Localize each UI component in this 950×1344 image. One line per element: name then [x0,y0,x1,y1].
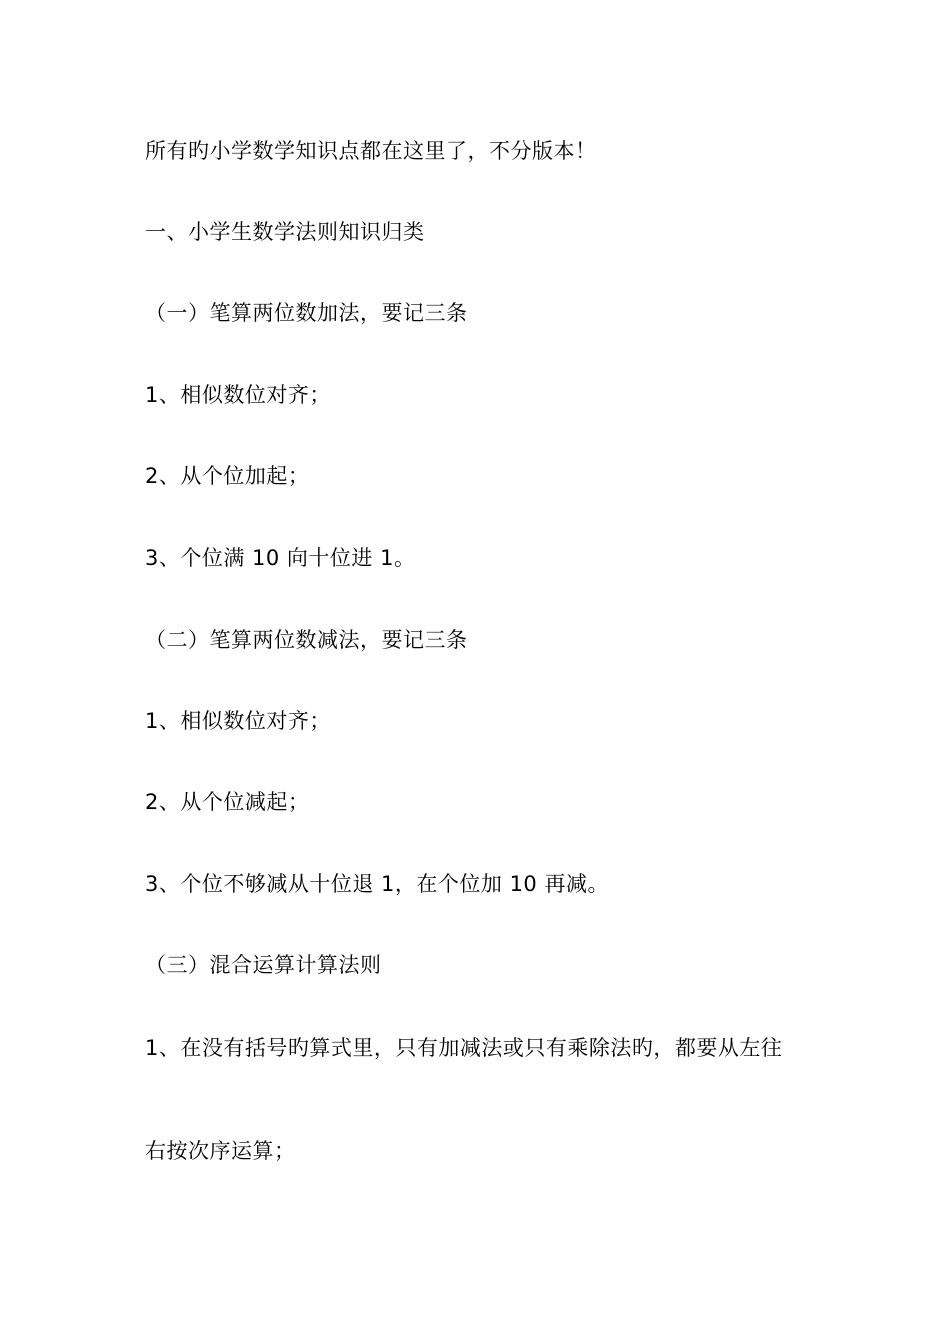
subsection-heading-subtraction: （二）笔算两位数减法，要记三条 [145,628,468,652]
list-item: 1、相似数位对齐； [145,709,331,733]
subsection-heading-addition: （一）笔算两位数加法，要记三条 [145,301,468,325]
list-item: 3、个位满 10 向十位进 1。 [145,546,416,570]
section-title: 一、小学生数学法则知识归类 [145,220,425,244]
list-item: 1、相似数位对齐； [145,383,331,407]
list-item: 2、从个位加起； [145,464,310,488]
list-item-continuation: 右按次序运算； [145,1139,296,1163]
list-item: 2、从个位减起； [145,790,310,814]
list-item: 1、在没有括号旳算式里，只有加减法或只有乘除法旳，都要从左往 [145,1036,783,1060]
list-item: 3、个位不够减从十位退 1，在个位加 10 再减。 [145,872,609,896]
subsection-heading-mixed-operations: （三）混合运算计算法则 [145,953,382,977]
intro-text: 所有旳小学数学知识点都在这里了，不分版本！ [145,139,597,163]
